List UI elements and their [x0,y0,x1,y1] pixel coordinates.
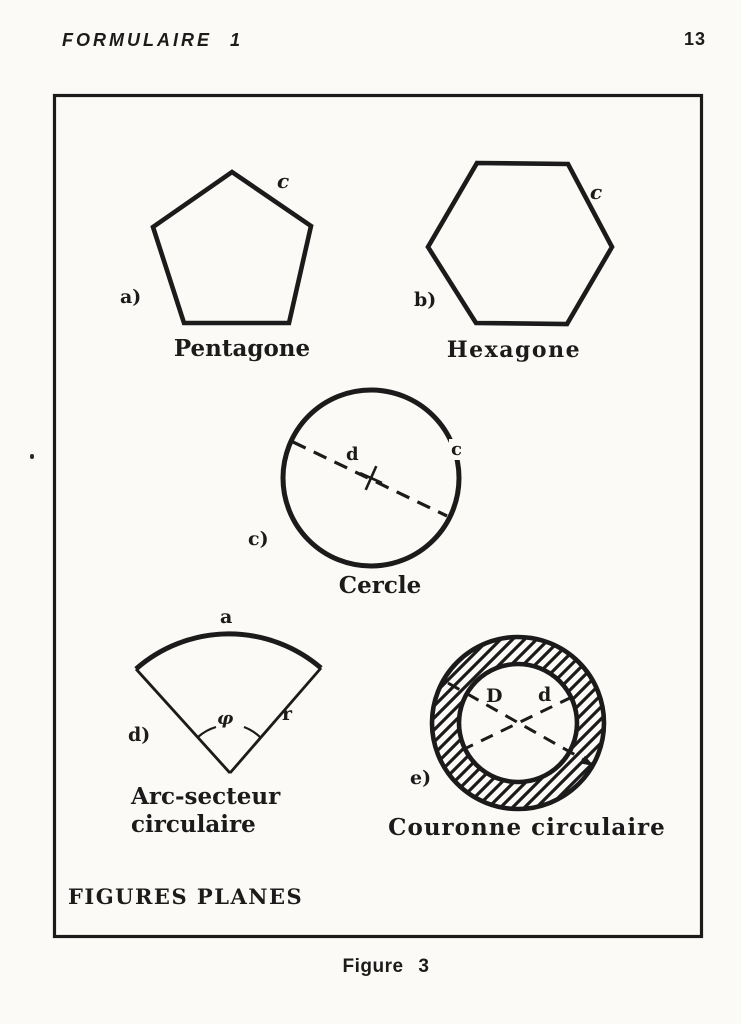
hexagon-side-label: c [590,180,603,204]
pentagon-shape [153,172,311,323]
sector-key-label: d) [128,724,151,746]
sector-arc-label: a [220,606,233,628]
annulus-inner-diameter-label: d [538,684,552,706]
sector-radius-label: r [282,703,293,725]
hexagon-key-label: b) [414,289,437,311]
pentagon-side-label: c [277,169,290,193]
sector-right-radius [230,668,321,773]
figure-number-caption: Figure 3 [342,956,430,977]
page-number: 13 [684,29,707,49]
circle-caption: Cercle [338,572,422,599]
circle-diameter-label: d [346,444,359,465]
pentagon-key-label: a) [120,286,142,308]
annulus-inner-circle [459,664,577,782]
running-header: FORMULAIRE 1 [62,30,243,50]
circle-circumference-label: c [451,439,462,460]
pentagon-caption: Pentagone [173,335,311,362]
sector-arc [136,634,321,669]
annulus-key-label: e) [410,767,432,789]
sector-angle-label: φ [217,708,234,729]
annulus-outer-diameter-dashed-line [448,683,586,761]
box-title: FIGURES PLANES [68,884,304,909]
circle-key-label: c) [248,528,269,550]
circle-center-cross [355,461,388,495]
sector-caption-line1: Arc-secteur [131,783,281,810]
sector-angle-arc-left [198,727,216,737]
hexagon-caption: Hexagone [446,337,582,363]
sector-caption-line2: circulaire [131,811,256,838]
hexagon-shape [428,163,612,324]
annulus-outer-diameter-label: D [486,685,503,707]
annulus-caption: Couronne circulaire [388,814,666,841]
scan-speck [30,454,34,459]
sector-left-radius [136,669,230,773]
sector-angle-arc-right [244,727,261,738]
